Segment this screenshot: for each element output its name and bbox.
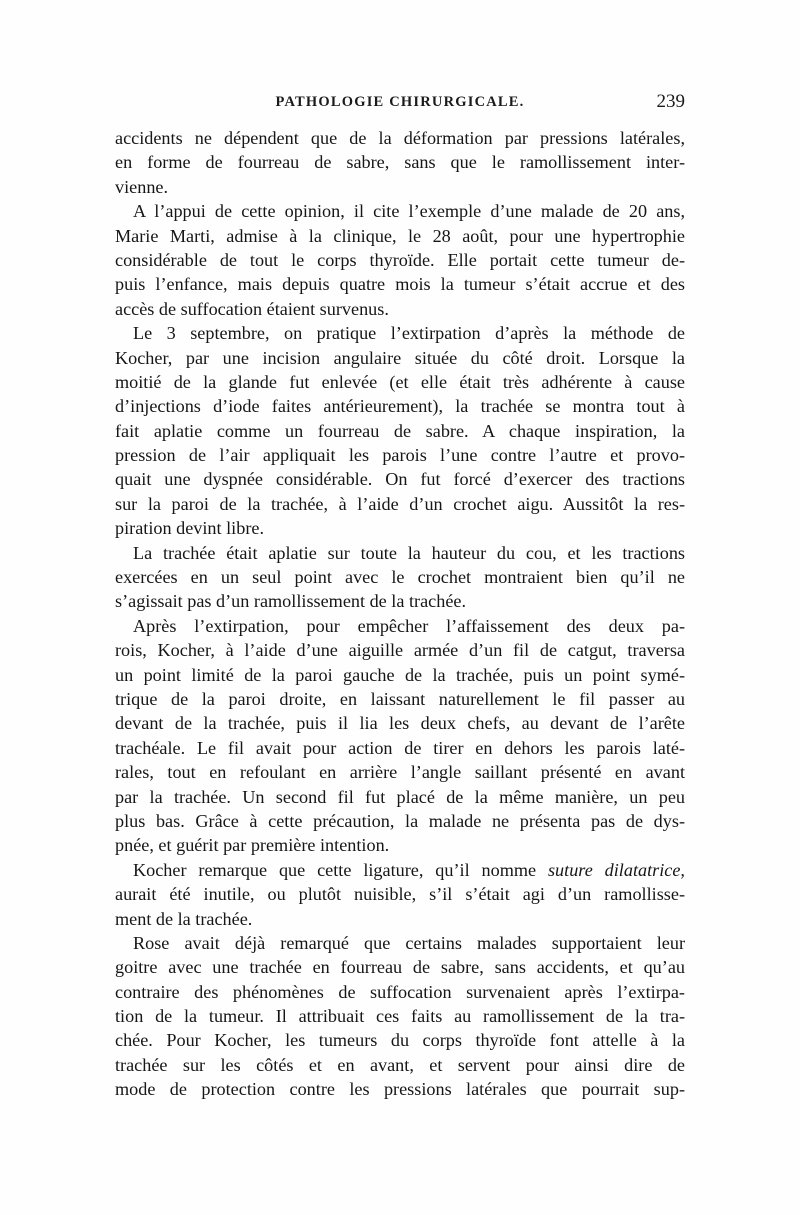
text-line-content: accidents ne dépendent que de la déformation par pressions latérales, <box>115 128 685 148</box>
text-line <box>115 126 685 150</box>
text-line <box>115 370 685 394</box>
text-line <box>115 833 685 857</box>
text-line-content: chée. Pour Kocher, les tumeurs du corps thyroïde font attelle à la <box>115 1030 685 1051</box>
text-line-content: un point limité de la paroi gauche de la trachée, puis un point symé- <box>115 664 685 685</box>
page-header <box>115 91 685 120</box>
text-line-content: trachéale. Le fil avait pour action de tirer en dehors les parois laté- <box>115 737 685 758</box>
text-line-content: rois, Kocher, à l’aide d’une aiguille armée d’un fil de catgut, traversa <box>115 640 685 661</box>
text-line <box>115 541 685 565</box>
text-line <box>115 1004 685 1028</box>
text-line-content: pression de l’air appliquait les parois l’une contre l’autre et provo- <box>115 445 685 466</box>
text-line-content: ment de la trachée. <box>115 908 253 929</box>
text-line-content: pnée, et guérit par première intention. <box>115 835 390 856</box>
text-line <box>115 907 685 931</box>
text-line <box>115 785 685 809</box>
text-line <box>115 882 685 906</box>
text-line-content: quait une dyspnée considérable. On fut forcé d’exercer des tractions <box>115 469 685 490</box>
text-line-content: sur la paroi de la trachée, à l’aide d’un crochet aigu. Aussitôt la res- <box>115 493 685 514</box>
text-line-content: goitre avec une trachée en fourreau de sabre, sans accidents, et qu’au <box>115 957 685 978</box>
text-line-content: Kocher remarque que cette ligature, qu’il nomme <box>133 859 548 880</box>
text-line <box>115 1077 685 1101</box>
text-line <box>115 272 685 296</box>
text-line <box>115 1053 685 1077</box>
running-title: PATHOLOGIE CHIRURGICALE. <box>275 94 525 110</box>
text-line-content: trique de la paroi droite, en laissant naturellement le fil passer au <box>115 688 685 709</box>
text-line <box>115 711 685 735</box>
text-line <box>115 931 685 955</box>
text-line-content: A l’appui de cette opinion, il cite l’exemple d’une malade de 20 ans, <box>133 201 685 222</box>
text-line-content: d’injections d’iode faites antérieurement), la trachée se montra tout à <box>115 396 685 417</box>
text-line-content: plus bas. Grâce à cette précaution, la malade ne présenta pas de dys- <box>115 810 685 831</box>
text-line-content: contraire des phénomènes de suffocation survenaient après l’extirpa- <box>115 981 685 1002</box>
text-line <box>115 175 685 199</box>
text-line <box>115 760 685 784</box>
text-line <box>115 346 685 370</box>
text-line-content: moitié de la glande fut enlevée (et elle était très adhérente à cause <box>115 371 685 392</box>
italic-term: suture dilatatrice, <box>547 859 685 880</box>
text-line-content: puis l’enfance, mais depuis quatre mois la tumeur s’était accrue et des <box>115 274 685 295</box>
text-line <box>115 565 685 589</box>
text-line <box>115 321 685 345</box>
text-line <box>115 589 685 613</box>
text-line-content: Après l’extirpation, pour empêcher l’affaissement des deux pa- <box>133 615 685 636</box>
text-line <box>115 516 685 540</box>
text-line <box>115 150 685 174</box>
text-line <box>115 394 685 418</box>
text-line <box>115 809 685 833</box>
text-line <box>115 224 685 248</box>
text-line-content: tion de la tumeur. Il attribuait ces faits au ramollissement de la tra- <box>115 1006 685 1027</box>
text-line <box>115 199 685 223</box>
text-line-content: accès de suffocation étaient survenus. <box>115 298 389 319</box>
text-line <box>115 492 685 516</box>
text-line <box>115 1028 685 1052</box>
page-number: 239 <box>656 91 685 112</box>
text-line <box>115 687 685 711</box>
text-line <box>115 419 685 443</box>
text-line-content: piration devint libre. <box>115 518 264 539</box>
text-line-content: s’agissait pas d’un ramollissement de la trachée. <box>115 591 467 612</box>
text-line <box>115 248 685 272</box>
text-line-content: Le 3 septembre, on pratique l’extirpation d’après la méthode de <box>133 323 685 344</box>
text-line-content: fait aplatie comme un fourreau de sabre. A chaque inspiration, la <box>115 420 685 441</box>
text-line <box>115 614 685 638</box>
text-line <box>115 467 685 491</box>
text-line-content: considérable de tout le corps thyroïde. Elle portait cette tumeur de- <box>115 249 685 270</box>
text-line-content: La trachée était aplatie sur toute la hauteur du cou, et les tractions <box>133 542 685 563</box>
text-line-content: exercées en un seul point avec le crochet montraient bien qu’il ne <box>115 567 685 588</box>
text-line <box>115 638 685 662</box>
text-line-content: Rose avait déjà remarqué que certains malades supportaient leur <box>133 932 685 953</box>
text-line-content: rales, tout en refoulant en arrière l’angle saillant présenté en avant <box>115 762 685 783</box>
text-line <box>115 736 685 760</box>
text-line-content: mode de protection contre les pressions latérales que pourrait sup- <box>115 1079 685 1100</box>
text-line-content: Marie Marti, admise à la clinique, le 28 août, pour une hypertrophie <box>115 225 685 246</box>
text-line-content: aurait été inutile, ou plutôt nuisible, s’il s’était agi d’un ramollisse- <box>115 884 685 905</box>
text-line <box>115 955 685 979</box>
text-line-content: trachée sur les côtés et en avant, et servent pour ainsi dire de <box>115 1054 685 1075</box>
text-line <box>115 297 685 321</box>
text-line <box>115 980 685 1004</box>
text-line-content: Kocher, par une incision angulaire située du côté droit. Lorsque la <box>115 347 685 368</box>
text-line-content: devant de la trachée, puis il lia les deux chefs, au devant de l’arête <box>115 713 685 734</box>
text-line-content: par la trachée. Un second fil fut placé de la même manière, un peu <box>115 786 685 807</box>
text-line <box>115 663 685 687</box>
text-line <box>115 858 685 882</box>
body-text <box>115 126 685 1102</box>
text-line <box>115 443 685 467</box>
text-line-content: en forme de fourreau de sabre, sans que le ramollissement inter- <box>115 152 685 173</box>
text-line-content: vienne. <box>115 176 169 197</box>
